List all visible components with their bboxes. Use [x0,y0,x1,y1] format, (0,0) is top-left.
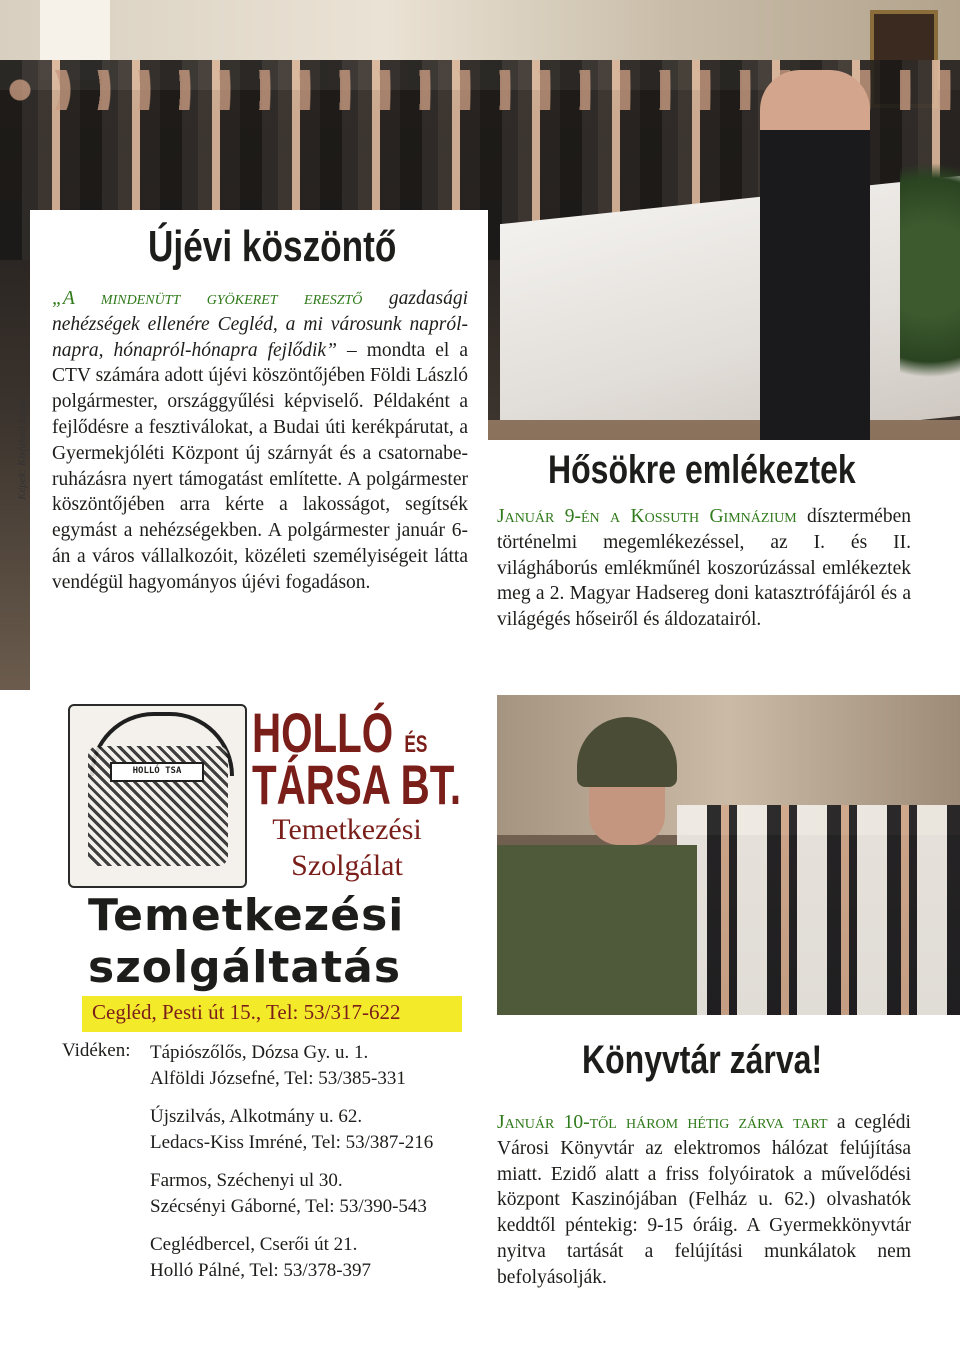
article-lead: Január 10-től három hétig zárva tart [497,1112,828,1133]
logo-plate: HOLLÓ TSA [110,762,204,782]
photo-credit: Képek: Kisfaludi István [16,396,28,500]
article-text: – mondta el a CTV számára adott újévi köszöntőjében Földi László polgármester, országgyűlési képviselő. Példaként a fejlődésre a fesztiválokat, a Budai úti kerékpárutat, a Gyermekjóléti Központ új szárnyát és a csatornaberuházásra nyert támogatást említette. A polgármester köszöntőjében arra kérte a lakosságot, segítsék egymást a nehézségekben. A polgármester január 6-án a város vállalkozóit, közéleti személyiségeit látta vendégül hagyományos újévi fogadáson. [52,339,468,593]
branch-item: Tápiószőlős, Dózsa Gy. u. 1. Alföldi Józsefné, Tel: 53/385-331 [150,1042,406,1089]
article-body-heroes [497,504,911,633]
branch-item: Újszilvás, Alkotmány u. 62. Ledacs-Kiss Imréné, Tel: 53/387-216 [150,1106,434,1153]
branch-item: Farmos, Széchenyi ul 30. Szécsényi Gáborné, Tel: 53/390-543 [150,1170,427,1217]
ad-branches-label: Vidéken: [62,1040,131,1061]
article-body-new-year [52,286,468,596]
article-lead: „A mindenütt gyökeret eresztő [52,288,363,309]
article-title-library: Könyvtár zárva! [582,1038,823,1082]
article-quote: gazdasági nehézségek ellenére Cegléd, a mi városunk napról-napra, hónapról-hónapra fejlődik” [52,288,468,361]
ad-service: Temetkezési szolgáltatás [88,890,405,993]
memorial-photo [497,695,960,1015]
article-title-new-year: Újévi köszöntő [148,222,397,271]
branch-item: Ceglédbercel, Cserői út 21. Holló Pálné, Tel: 53/378-397 [150,1234,372,1281]
ad-address: Cegléd, Pesti út 15., Tel: 53/317-622 [92,1000,401,1024]
ad-company-name-1: HOLLÓ ÉS [252,701,428,764]
funeral-logo [68,704,247,888]
ad-company-name-2: TÁRSA BT. [252,753,462,816]
article-lead: Január 9-én a Kossuth Gimnázium [497,506,797,527]
article-title-heroes: Hősökre emlékeztek [548,448,856,492]
article-body-library [497,1110,911,1291]
article-text: a ceglédi Városi Könyvtár az elektromos hálózat felújítása miatt. Ezidő alatt a friss folyóiratok a művelődési központ Kaszinójában (Felház u. 62.) olvashatók keddtől péntekig: 9-15 óráig. A Gyermekkönyvtár nyitva tartását a felújítási munkálatok nem befolyásolják. [497,1112,911,1288]
article-text: dísztermében történelmi megemlékezéssel, az I. és II. világháborús emlékműnél koszorúzással emlékeztek meg a 2. Magyar Hadsereg doni katasztrófájáról és a világégés hőseiről és áldozatairól. [497,506,911,631]
ad-subtitle: Temetkezési Szolgálat [272,813,422,882]
